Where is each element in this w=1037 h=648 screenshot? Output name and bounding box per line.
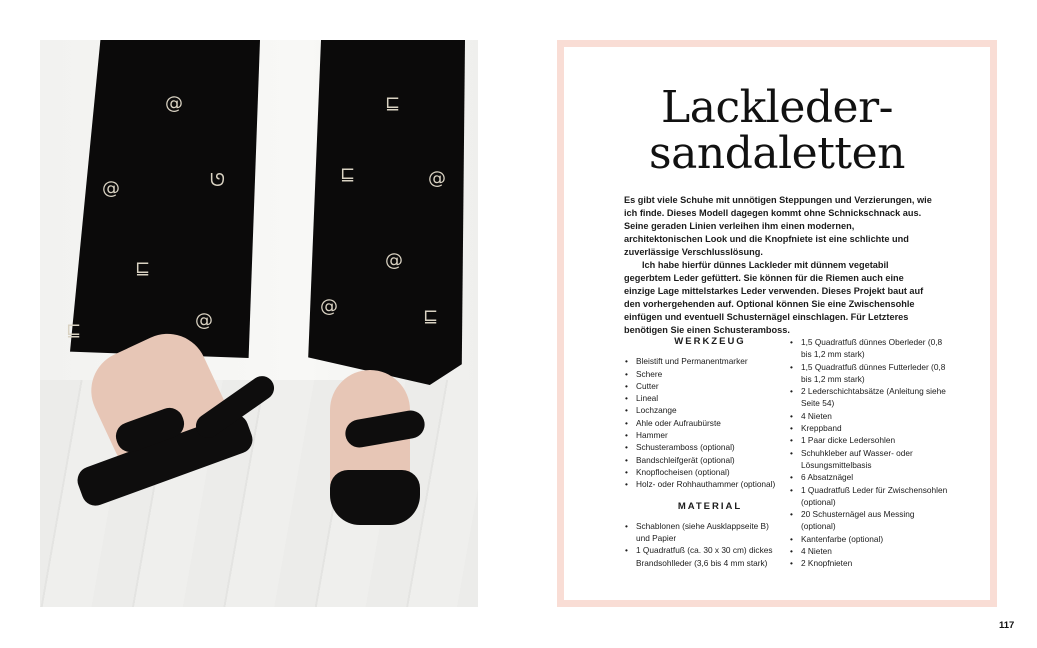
intro-text [624, 194, 934, 337]
spiral-motif-icon: @ [102, 178, 120, 199]
title-line-2: sandaletten [649, 128, 905, 179]
intro-paragraph-2: Ich habe hierfür dünnes Lackleder mit dünnem vegetabil gegerbtem Leder gefüttert. Sie können für die Riemen auch eine einzige Lage mittelstarkes Leder verwenden. Dieses Projekt baut auf den vorhergehenden auf. Optional können Sie eine Zwischensohle einfügen und eventuell Schusternägel einschlagen. Für Letzteres benötigen Sie einen Schusteramboss. [624, 260, 924, 335]
recipe-frame [557, 40, 997, 607]
list-item: • 6 Absatznägel [789, 471, 949, 483]
list-item: • Schere [624, 368, 784, 380]
werkzeug-list [624, 355, 784, 490]
list-item: • 1 Paar dicke Ledersohlen [789, 434, 949, 446]
list-item: • Schablonen (siehe Ausklappseite B) und Papier [624, 520, 784, 545]
meander-motif-icon: ⊑ [66, 320, 82, 341]
trouser-leg-right [305, 40, 465, 385]
material-list-continued [789, 336, 949, 570]
list-item: • 4 Nieten [789, 545, 949, 557]
list-item: • Knopflocheisen (optional) [624, 466, 784, 478]
list-item: • Cutter [624, 380, 784, 392]
spiral-motif-icon: @ [428, 168, 446, 189]
intro-paragraph-1: Es gibt viele Schuhe mit unnötigen Steppungen und Verzierungen, wie ich finde. Dieses Modell dagegen kommt ohne Schnickschnack aus. Seine geraden Linien verleihen ihm einen modernen, architektonischen Look und die Knopfniete ist eine schlichte und zuverlässige Verschlusslösung. [624, 195, 932, 257]
list-item: • 1,5 Quadratfuß dünnes Oberleder (0,8 bis 1,2 mm stark) [789, 336, 949, 361]
list-item: • Kreppband [789, 422, 949, 434]
werkzeug-heading: WERKZEUG [674, 336, 746, 347]
material-list [624, 520, 784, 569]
meander-motif-icon: ⊑ [385, 93, 401, 114]
list-item: • 1 Quadratfuß Leder für Zwischensohlen (optional) [789, 484, 949, 509]
meander-motif-icon: ⊑ [135, 258, 151, 279]
list-item: • Bleistift und Permanentmarker [624, 355, 784, 367]
spiral-motif-icon: @ [385, 250, 403, 271]
list-item: • Lineal [624, 392, 784, 404]
meander-motif-icon: ⊑ [340, 164, 356, 185]
list-item: • Hammer [624, 429, 784, 441]
right-column [789, 336, 949, 570]
list-item: • Holz- oder Rohhauthammer (optional) [624, 478, 784, 490]
list-item: • Lochzange [624, 404, 784, 416]
page-number: 117 [999, 620, 1015, 631]
list-item: • Kantenfarbe (optional) [789, 533, 949, 545]
spiral-motif-icon: @ [320, 296, 338, 317]
sandal-right-strap-toe [330, 470, 420, 525]
spiral-motif-icon: @ [165, 93, 183, 114]
material-heading: MATERIAL [677, 500, 743, 512]
list-item: • Ahle oder Aufraubürste [624, 417, 784, 429]
list-item: • 2 Knopfnieten [789, 557, 949, 569]
list-item: • 2 Lederschichtabsätze (Anleitung siehe Seite 54) [789, 385, 949, 410]
left-column [624, 336, 784, 569]
spiral-motif-icon: @ [195, 310, 213, 331]
list-item: • 4 Nieten [789, 410, 949, 422]
list-item: • 20 Schusternägel aus Messing (optional) [789, 508, 949, 533]
product-photo [40, 40, 478, 607]
page-title [564, 82, 990, 179]
list-item: • 1 Quadratfuß (ca. 30 x 30 cm) dickes Brandsohlleder (3,6 bis 4 mm stark) [624, 544, 784, 569]
meander-motif-icon: ᘎ [210, 170, 225, 191]
list-item: • Schuhkleber auf Wasser- oder Lösungsmittelbasis [789, 447, 949, 472]
list-item: • 1,5 Quadratfuß dünnes Futterleder (0,8 bis 1,2 mm stark) [789, 361, 949, 386]
trouser-leg-left [70, 40, 260, 358]
list-item: • Schusteramboss (optional) [624, 441, 784, 453]
list-item: • Bandschleifgerät (optional) [624, 454, 784, 466]
title-line-1: Lackleder- [661, 82, 893, 133]
meander-motif-icon: ⊑ [423, 306, 439, 327]
